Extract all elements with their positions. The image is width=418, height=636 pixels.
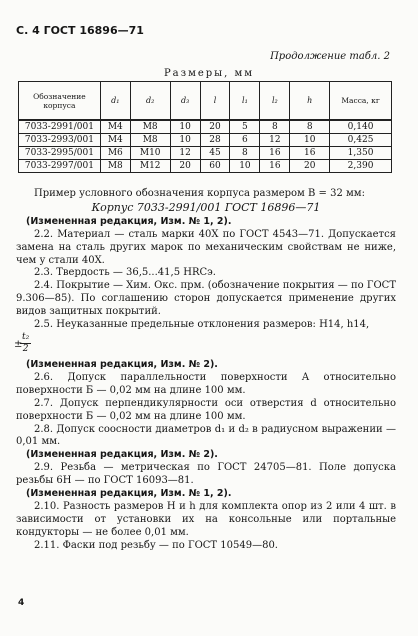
paragraph: 2.3. Твердость — 36,5...41,5 HRCэ. (34, 267, 216, 279)
table-cell: 16 (260, 147, 290, 160)
designation-example: Корпус 7033-2991/001 ГОСТ 16896—71 (91, 200, 321, 214)
table-header-cell: h (290, 82, 330, 121)
body-text (16, 188, 396, 553)
table-cell: M8 (130, 120, 170, 134)
table-cell: 7033-2993/001 (19, 134, 101, 147)
paragraph: 2.7. Допуск перпендикулярности оси отверстия d относительно поверхности Б — 0,02 мм на длине 100 мм. (16, 397, 396, 422)
table-cell: 10 (170, 134, 200, 147)
page-header: С. 4 ГОСТ 16896—71 (16, 24, 144, 37)
paragraph: 2.8. Допуск соосности диаметров d₁ и d₂ в радиусном выражении — 0,01 мм. (16, 423, 396, 448)
table-header-cell: l₁ (230, 82, 260, 121)
table-cell: M4 (100, 120, 130, 134)
table-header-cell: d₂ (130, 82, 170, 121)
table-continuation-label: Продолжение табл. 2 (270, 51, 390, 62)
paragraph: 2.11. Фаски под резьбу — по ГОСТ 10549—80. (34, 539, 278, 551)
table-cell: 5 (230, 120, 260, 134)
table-cell: 60 (200, 160, 230, 173)
table-cell: 28 (200, 134, 230, 147)
table-cell: 8 (260, 120, 290, 134)
paragraph: 2.9. Резьба — метрическая по ГОСТ 24705—81. Поле допуска резьбы 6H — по ГОСТ 16093—81. (16, 462, 396, 487)
paragraph: 2.5. Неуказанные предельные отклонения размеров: H14, h14, (34, 319, 370, 331)
table-cell: 16 (290, 147, 330, 160)
table-cell: 0,140 (330, 120, 392, 134)
fraction-denominator: 2 (22, 343, 29, 354)
table-cell: 6 (230, 134, 260, 147)
table-cell: 12 (170, 147, 200, 160)
table-cell: 16 (260, 160, 290, 173)
page-number: 4 (18, 598, 25, 608)
paragraph: 2.4. Покрытие — Хим. Окс. прм. (обозначение покрытия — по ГОСТ 9.306—85). По соглашению сторон допускается применение других видов защитных покрытий. (16, 280, 396, 318)
table-cell: M6 (100, 147, 130, 160)
table-cell: 20 (170, 160, 200, 173)
table-cell: 10 (230, 160, 260, 173)
table-cell: 7033-2997/001 (19, 160, 101, 173)
table-row (19, 120, 392, 134)
revision-note: (Измененная редакция, Изм. № 1, 2). (26, 215, 232, 227)
paragraph: 2.6. Допуск параллельности поверхности A относительно поверхности Б — 0,02 мм на длине 100 мм. (16, 371, 396, 396)
table-row (19, 147, 392, 160)
paragraph: 2.2. Материал — сталь марки 40Х по ГОСТ 4543—71. Допускается замена на сталь других марок по механическим свойствам не ниже, чем у стали 40Х. (16, 228, 396, 266)
dimensions-table (18, 81, 392, 173)
tolerance-formula (14, 331, 396, 358)
table-cell: 7033-2995/001 (19, 147, 101, 160)
table-header-cell: l (200, 82, 230, 121)
table-cell: 10 (290, 134, 330, 147)
table-cell: 8 (230, 147, 260, 160)
table-header-cell: d₃ (170, 82, 200, 121)
table-header-row (19, 82, 392, 121)
table-header-cell: l₂ (260, 82, 290, 121)
table-cell: 1,350 (330, 147, 392, 160)
revision-note: (Измененная редакция, Изм. № 1, 2). (26, 488, 232, 500)
table-cell: 2,390 (330, 160, 392, 173)
table-cell: 20 (290, 160, 330, 173)
table-header-cell: d₁ (100, 82, 130, 121)
fraction-numerator: t₂ (22, 331, 30, 342)
plus-minus-sign: ± (14, 338, 23, 350)
table-cell: 8 (290, 120, 330, 134)
table-header-cell: Обозначение корпуса (19, 82, 101, 121)
table-row (19, 160, 392, 173)
tolerance-fraction (20, 332, 31, 355)
revision-note: (Измененная редакция, Изм. № 2). (26, 449, 218, 461)
table-cell: M8 (130, 134, 170, 147)
table-cell: 45 (200, 147, 230, 160)
table-cell: M12 (130, 160, 170, 173)
paragraph: Пример условного обозначения корпуса размером B = 32 мм: (34, 188, 365, 199)
table-row (19, 134, 392, 147)
table-cell: M10 (130, 147, 170, 160)
table-cell: M4 (100, 134, 130, 147)
paragraph: 2.10. Разность размеров H и h для комплекта опор из 2 или 4 шт. в зависимости от установки их на консольные или портальные кондукторы — не более 0,01 мм. (16, 500, 396, 538)
table-cell: 12 (260, 134, 290, 147)
table-cell: 7033-2991/001 (19, 120, 101, 134)
table-cell: M8 (100, 160, 130, 173)
table-cell: 0,425 (330, 134, 392, 147)
table-caption: Размеры, мм (163, 68, 255, 79)
table-cell: 20 (200, 120, 230, 134)
table-cell: 10 (170, 120, 200, 134)
revision-note: (Измененная редакция, Изм. № 2). (26, 358, 218, 370)
table-header-cell: Масса, кг (330, 82, 392, 121)
